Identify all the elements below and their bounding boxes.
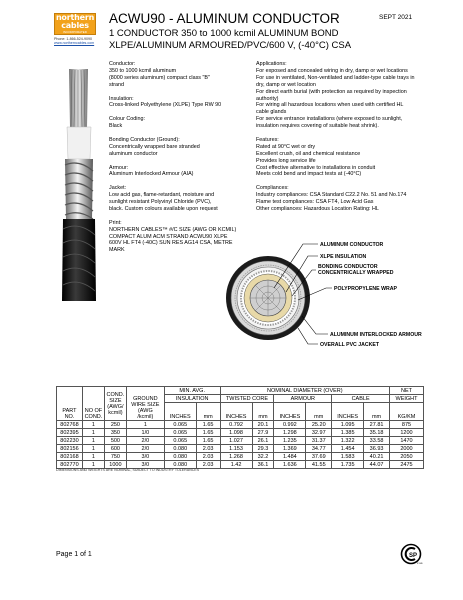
spec-text: dry, damp or wet location [256,81,316,88]
spec-text: Rated at 90°C wet or dry [256,143,316,150]
table-cell: 0.792 [220,421,252,429]
table-cell: 802230 [57,437,83,445]
header-cond-size: COND. SIZE (AWG/ kcmil) [104,387,126,421]
table-cell: 1.153 [220,445,252,453]
table-cell: 1.65 [196,429,220,437]
table-cell: 1 [82,445,104,453]
unit-mm: mm [306,403,332,421]
contact-info [54,37,94,46]
table-row [57,437,424,445]
table-row [57,421,424,429]
table-cell: 1.322 [332,437,364,445]
header-part-no: PART NO. [57,387,83,421]
table-cell: 2/0 [126,445,164,453]
header-min-avg: MIN. AVG. [164,387,220,395]
header-ground-wire: GROUND WIRE SIZE (AWG /kcmil) [126,387,164,421]
table-cell: 2.03 [196,445,220,453]
table-cell: 2475 [390,461,424,469]
table-cell: 1.636 [274,461,306,469]
table-cell: 1.583 [332,453,364,461]
table-cell: 3/0 [126,461,164,469]
table-cell: 1.42 [220,461,252,469]
unit-inches: INCHES [274,403,306,421]
table-cell: 1.385 [332,429,364,437]
spec-text: cable glands [256,109,287,116]
logo-text-2: cables [61,21,89,30]
label-bonding-conductor-2: CONCENTRICALLY WRAPPED [318,270,394,276]
table-cell: 34.77 [306,445,332,453]
table-cell: 37.69 [306,453,332,461]
cable-image [56,67,102,303]
table-cell: 1 [82,429,104,437]
table-cell: 0.065 [164,437,196,445]
table-cell: 35.18 [364,429,390,437]
subtitle-line-2: XLPE/ALUMINUM ARMOURED/PVC/600 V, (-40°C) CSA [109,39,352,51]
insulation-heading: Insulation: [109,95,134,102]
spec-text: Other compliances: Hazardous Location Rating: HL [256,206,379,212]
table-cell: 1.235 [274,437,306,445]
spec-text: Meets cold bend and impact tests at (-40°C) [256,171,362,178]
table-cell: 802168 [57,453,83,461]
colour-heading: Colour Coding: [109,116,145,123]
table-cell: 802156 [57,445,83,453]
table-cell: 1.298 [274,429,306,437]
spec-text: For exposed and concealed wiring in dry, damp or wet locations [256,67,408,74]
spec-text: For service entrance installations (where exposed to sunlight, [256,116,403,123]
table-cell: 802395 [57,429,83,437]
table-row [57,445,424,453]
table-cell: 1.027 [220,437,252,445]
page-title: ACWU90 - ALUMINUM CONDUCTOR [109,11,340,26]
spec-text: Cross-linked Polyethylene (XLPE) Type RW 90 [109,102,222,109]
table-cell: 1.735 [332,461,364,469]
table-cell: 41.55 [306,461,332,469]
bonding-heading: Bonding Conductor (Ground): [109,136,180,143]
spec-text: authority) [256,95,279,102]
table-cell: 1.095 [332,421,364,429]
table-cell: 33.58 [364,437,390,445]
spec-text: NORTHERN CABLES™ #/C SIZE (AWG OR KCMIL) [109,226,237,233]
spec-text: Provides long service life [256,157,316,164]
label-aluminum-conductor: ALUMINUM CONDUCTOR [320,242,384,248]
spec-text: For direct earth burial (with protection as required by inspection [256,88,407,95]
table-cell: 32.2 [252,453,274,461]
header-twisted-core: TWISTED CORE [220,395,274,403]
table-cell: 1.098 [220,429,252,437]
table-cell: 27.81 [364,421,390,429]
unit-kg-km: KG/KM [390,403,424,421]
table-cell: 2000 [390,445,424,453]
unit-inches: INCHES [220,403,252,421]
table-cell: 36.93 [364,445,390,453]
header-no-of-cond: NO OF COND. [82,387,104,421]
right-specs [256,61,436,213]
table-row [57,453,424,461]
table-cell: 3/0 [126,453,164,461]
table-cell: 802770 [57,461,83,469]
table-cell: 1 [82,421,104,429]
unit-inches: INCHES [332,403,364,421]
label-xlpe-insulation: XLPE INSULATION [320,254,367,260]
table-cell: 31.37 [306,437,332,445]
applications-heading: Applications: [256,61,287,67]
table-cell: 2.03 [196,453,220,461]
table-cell: 250 [104,421,126,429]
logo-tagline: INCORPORATED [63,30,87,34]
table-cell: 875 [390,421,424,429]
table-cell: 1 [82,453,104,461]
logo-text: northern [55,13,95,22]
spec-text: Concentrically wrapped bare stranded [109,143,200,150]
table-cell: 1.65 [196,421,220,429]
jacket-heading: Jacket: [109,185,127,192]
label-pvc-jacket: OVERALL PVC JACKET [320,342,379,348]
tolerance-note: DIMENSIONS AND WEIGHTS ARE NOMINAL, SUBJECT TO INDUSTRY TOLERANCES [56,468,200,472]
print-heading: Print: [109,219,122,226]
spec-text: aluminum conductor [109,150,158,157]
table-row [57,429,424,437]
table-cell: 1.65 [196,437,220,445]
table-cell: 40.21 [364,453,390,461]
spec-text: Flame test compliances: CSA FT4, Low Acid Gas [256,199,374,206]
northern-cables-logo [54,13,96,35]
subtitle-line-1: 1 CONDUCTOR 350 to 1000 kcmil ALUMINUM BOND [109,28,339,39]
document-date: SEPT 2021 [379,14,413,21]
csa-cus-text: c us [417,561,423,565]
table-cell: 500 [104,437,126,445]
table-cell: 0.080 [164,461,196,469]
unit-mm: mm [196,403,220,421]
table-cell: 1 [126,421,164,429]
csa-certification-icon [398,543,424,565]
spec-text: 350 to 1000 kcmil aluminum [109,67,177,74]
table-cell: 32.97 [306,429,332,437]
features-heading: Features: [256,136,279,143]
spec-text: Excellent crush, oil and chemical resistance [256,150,361,157]
header-weight: WEIGHT [390,395,424,403]
label-bonding-conductor: BONDING CONDUCTOR [318,264,378,270]
table-cell: 750 [104,453,126,461]
page-subtitle [109,28,429,51]
table-cell: 29.3 [252,445,274,453]
table-cell: 350 [104,429,126,437]
spec-text: Aluminum Interlocked Armour (AIA) [109,171,194,178]
table-cell: 1/0 [126,429,164,437]
spec-table [56,386,424,469]
left-specs [109,61,259,254]
table-cell: 1.369 [274,445,306,453]
spec-text: Industry compliances: CSA Standard C22.2 No. 51 and No.174 [256,192,407,199]
conductor-heading: Conductor: [109,61,136,67]
spec-text: (8000 series aluminum) compact class "B" [109,74,210,81]
spec-text: black. Custom colours available upon request [109,205,218,212]
table-cell: 0.065 [164,429,196,437]
table-cell: 1470 [390,437,424,445]
table-cell: 0.080 [164,453,196,461]
spec-text: insulation requires covering of suitable heat shrink). [256,123,379,130]
spec-text: MARK [109,247,125,254]
header-net: NET [390,387,424,395]
compliances-heading: Compliances: [256,185,289,192]
page-number: Page 1 of 1 [56,551,92,558]
table-cell: 0.992 [274,421,306,429]
table-cell: 27.9 [252,429,274,437]
table-cell: 0.065 [164,421,196,429]
table-cell: 1000 [104,461,126,469]
csa-sp-text: SP [409,553,418,559]
armour-heading: Armour: [109,164,129,171]
table-cell: 1.454 [332,445,364,453]
spec-text: 600V HL FT4 (-40C) SUN RES AG14 CSA, METRE [109,240,233,247]
phone-number: Phone: 1-866-524-9090 [54,37,92,41]
unit-mm: mm [252,403,274,421]
table-cell: 2.03 [196,461,220,469]
table-cell: 1 [82,461,104,469]
table-cell: 36.1 [252,461,274,469]
spec-text: For wiring all hazardous locations when used with certified HL [256,102,404,109]
label-polypropylene-wrap: POLYPROPYLENE WRAP [334,286,397,292]
table-cell: 0.080 [164,445,196,453]
unit-inches: INCHES [164,403,196,421]
header-cable: CABLE [332,395,390,403]
table-cell: 1200 [390,429,424,437]
spec-text: For use in ventilated, Non-ventilated and ladder-type cable trays in [256,74,415,81]
header-nominal-diameter: NOMINAL DIAMETER (OVER) [220,387,389,395]
table-cell: 1.268 [220,453,252,461]
table-cell: 1 [82,437,104,445]
table-cell: 2050 [390,453,424,461]
table-cell: 600 [104,445,126,453]
spec-text: Black [109,123,123,130]
header-armour: ARMOUR [274,395,332,403]
table-cell: 1.484 [274,453,306,461]
spec-text: sunlight resistant Polyvinyl Chloride (PVC), [109,199,212,206]
table-cell: 44.07 [364,461,390,469]
spec-text: Low acid gas, flame-retardant, moisture and [109,192,215,199]
table-cell: 25.20 [306,421,332,429]
table-cell: 20.1 [252,421,274,429]
spec-text: strand [109,81,124,88]
website-link[interactable]: www.northerncables.com [54,41,95,46]
label-aluminum-armour: ALUMINUM INTERLOCKED ARMOUR [330,332,422,338]
spec-text: COMPACT ALUM ACM STRAND ACWU90 XLPE [109,233,228,240]
table-cell: 802768 [57,421,83,429]
unit-mm: mm [364,403,390,421]
table-cell: 26.1 [252,437,274,445]
cable-cross-section-diagram [208,236,448,358]
header-insulation: INSULATION [164,395,220,403]
table-cell: 2/0 [126,437,164,445]
spec-text: Cost effective alternative to installations in conduit [256,164,376,171]
